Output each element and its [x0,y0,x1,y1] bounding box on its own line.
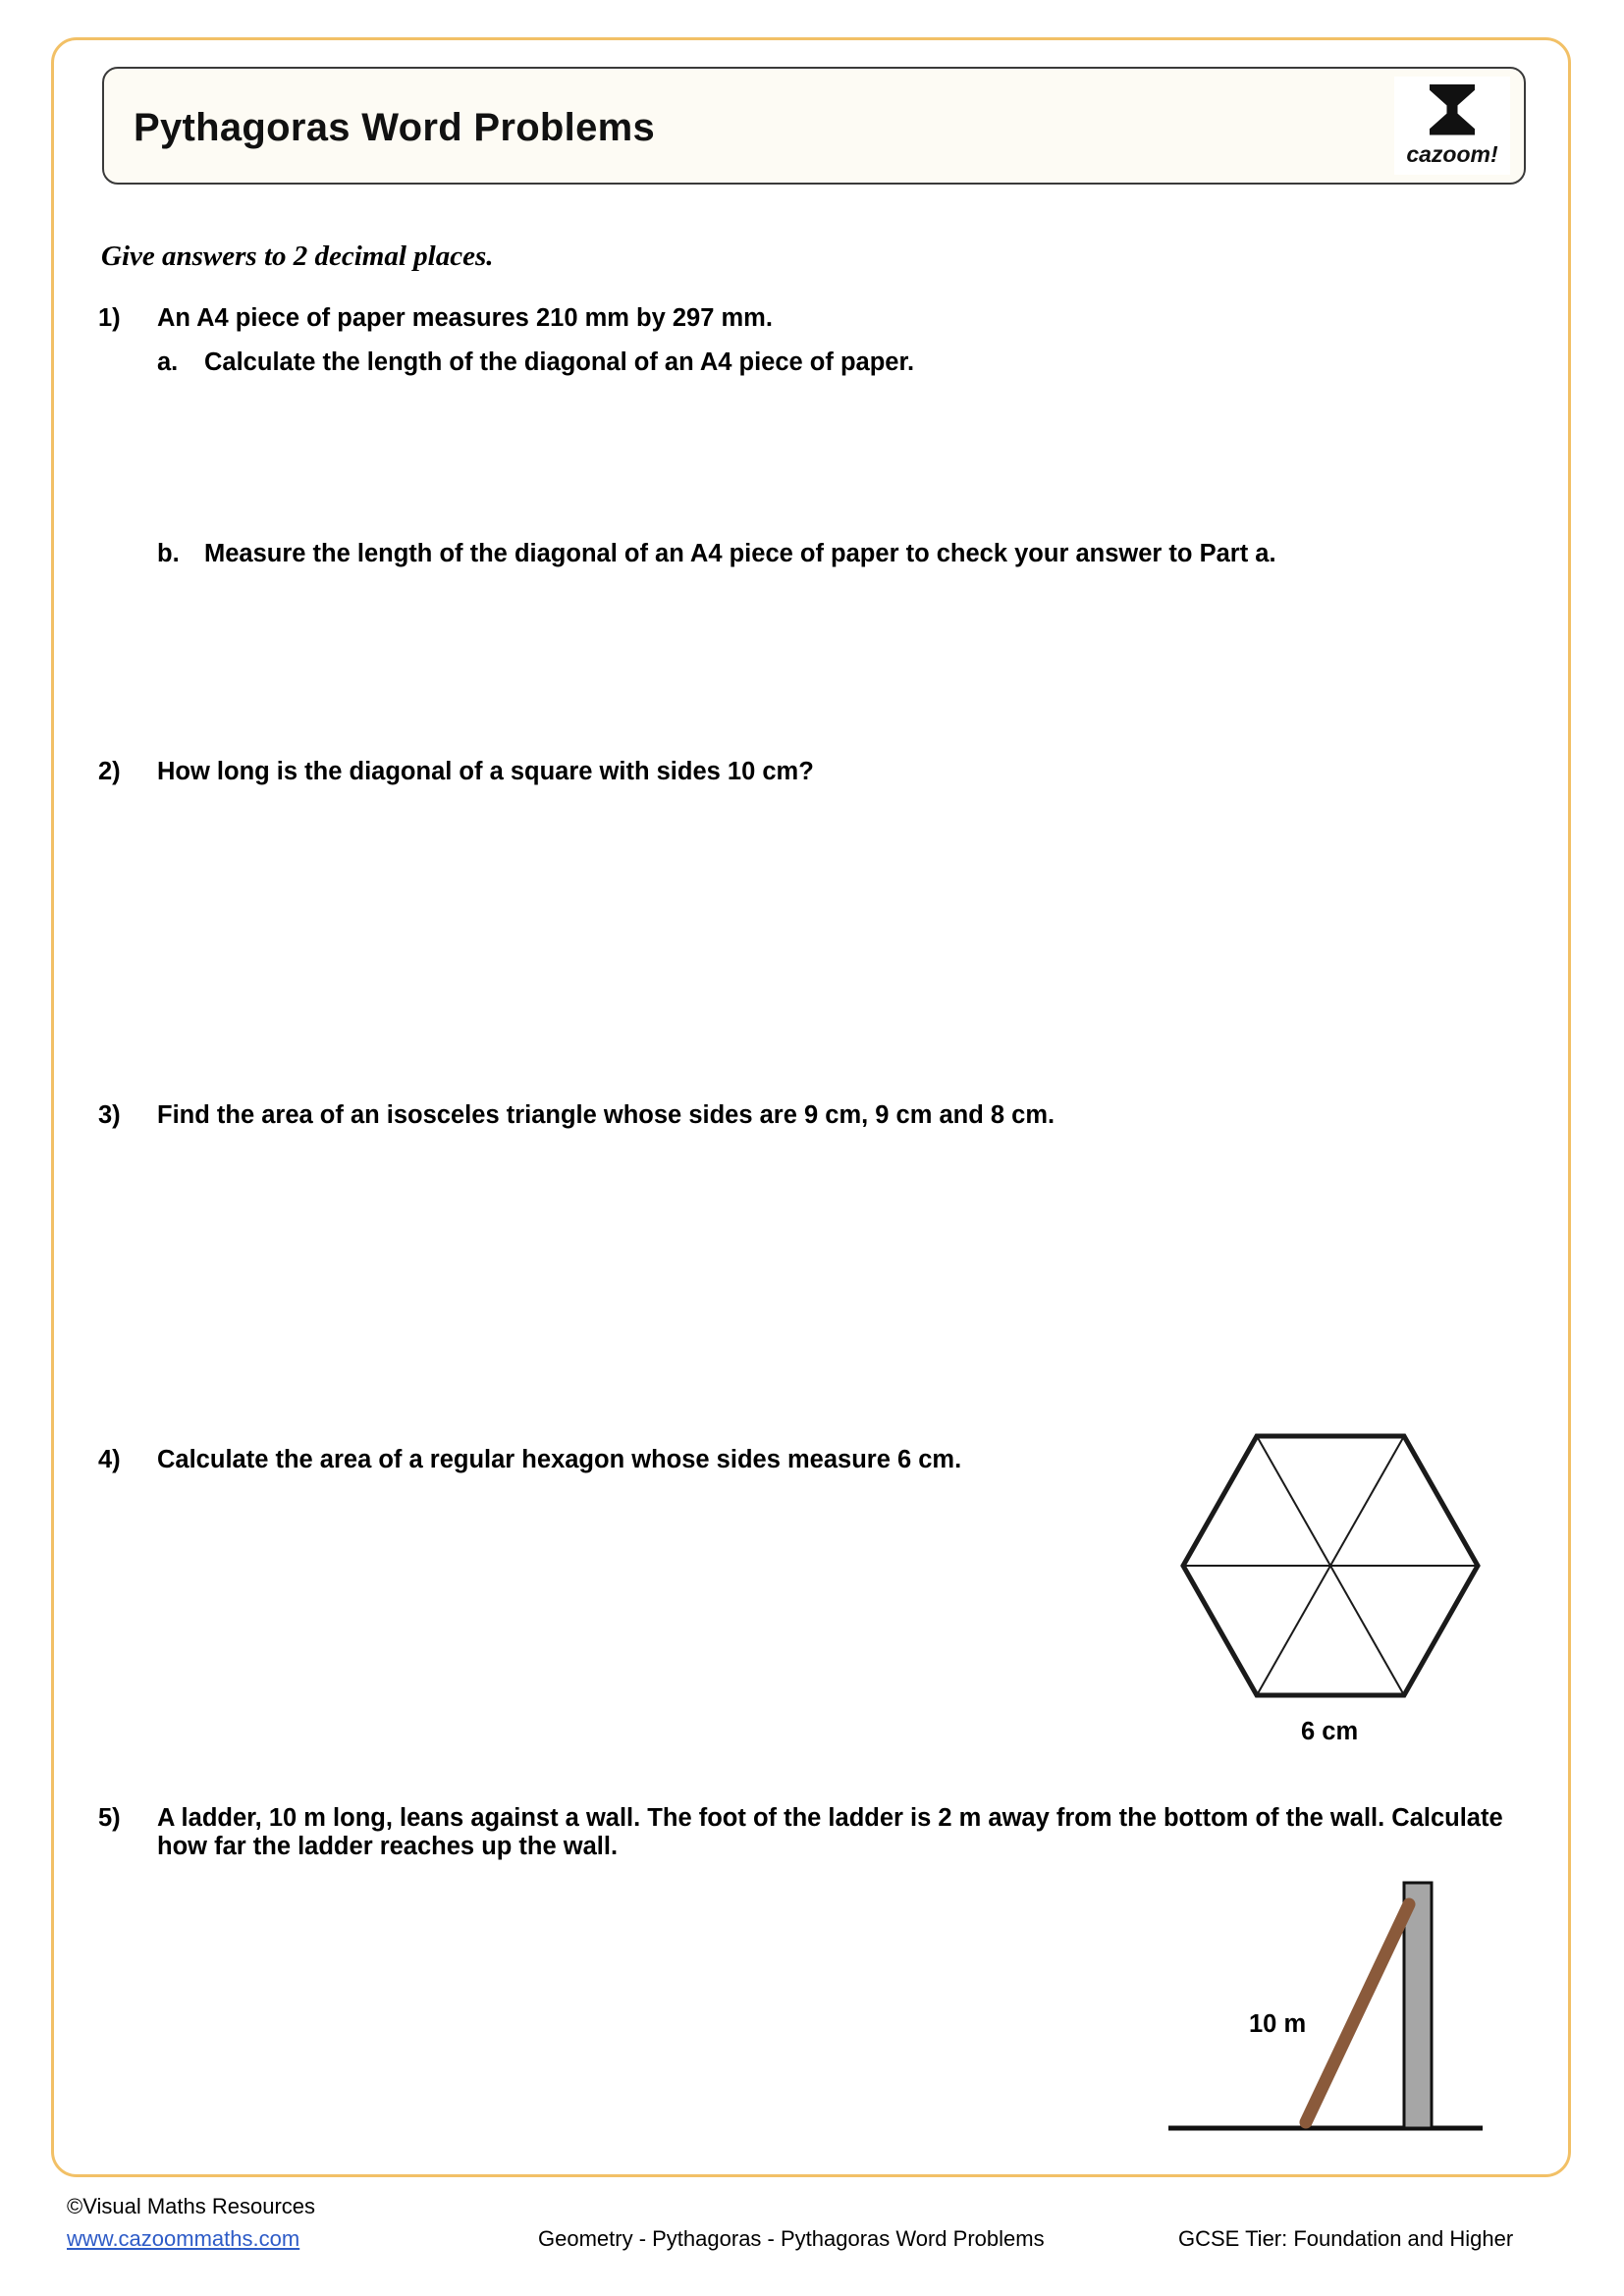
footer-breadcrumb: Geometry - Pythagoras - Pythagoras Word Problems [538,2226,1045,2251]
hexagon-figure [1168,1428,1492,1713]
hexagon-side-label: 6 cm [1301,1718,1359,1745]
page-footer [0,2194,1624,2292]
question-1b-text: Measure the length of the diagonal of an A4 piece of paper to check your answer to Part a. [204,540,1276,567]
question-3-number: 3) [98,1101,121,1129]
question-4-number: 4) [98,1446,121,1473]
footer-tier: GCSE Tier: Foundation and Higher [1178,2226,1514,2251]
logo-label: cazoom! [1406,140,1498,167]
question-1a-label: a. [157,348,179,376]
question-1a-text: Calculate the length of the diagonal of an A4 piece of paper. [204,348,915,376]
footer-website-link[interactable]: www.cazoommaths.com [67,2226,300,2251]
question-5-number: 5) [98,1804,121,1832]
question-1-text: An A4 piece of paper measures 210 mm by 297 mm. [157,304,773,332]
cazoom-logo [1394,77,1510,175]
question-1b-label: b. [157,540,180,567]
ladder-length-label: 10 m [1249,2010,1307,2038]
question-2-text: How long is the diagonal of a square with sides 10 cm? [157,758,814,785]
question-2-number: 2) [98,758,121,785]
page-title: Pythagoras Word Problems [134,106,656,149]
hourglass-icon [1430,84,1475,135]
question-3-text: Find the area of an isosceles triangle whose sides are 9 cm, 9 cm and 8 cm. [157,1101,1056,1129]
question-5-text: A ladder, 10 m long, leans against a wall. The foot of the ladder is 2 m away from the bottom of the wall. Calculate how far the ladder reaches up the wall. [157,1804,1503,1860]
question-1-number: 1) [98,304,121,332]
instruction-text: Give answers to 2 decimal places. [101,240,494,272]
question-4-text: Calculate the area of a regular hexagon whose sides measure 6 cm. [157,1446,962,1473]
ladder-figure [1159,1855,1512,2150]
footer-copyright: ©Visual Maths Resources [67,2194,316,2218]
